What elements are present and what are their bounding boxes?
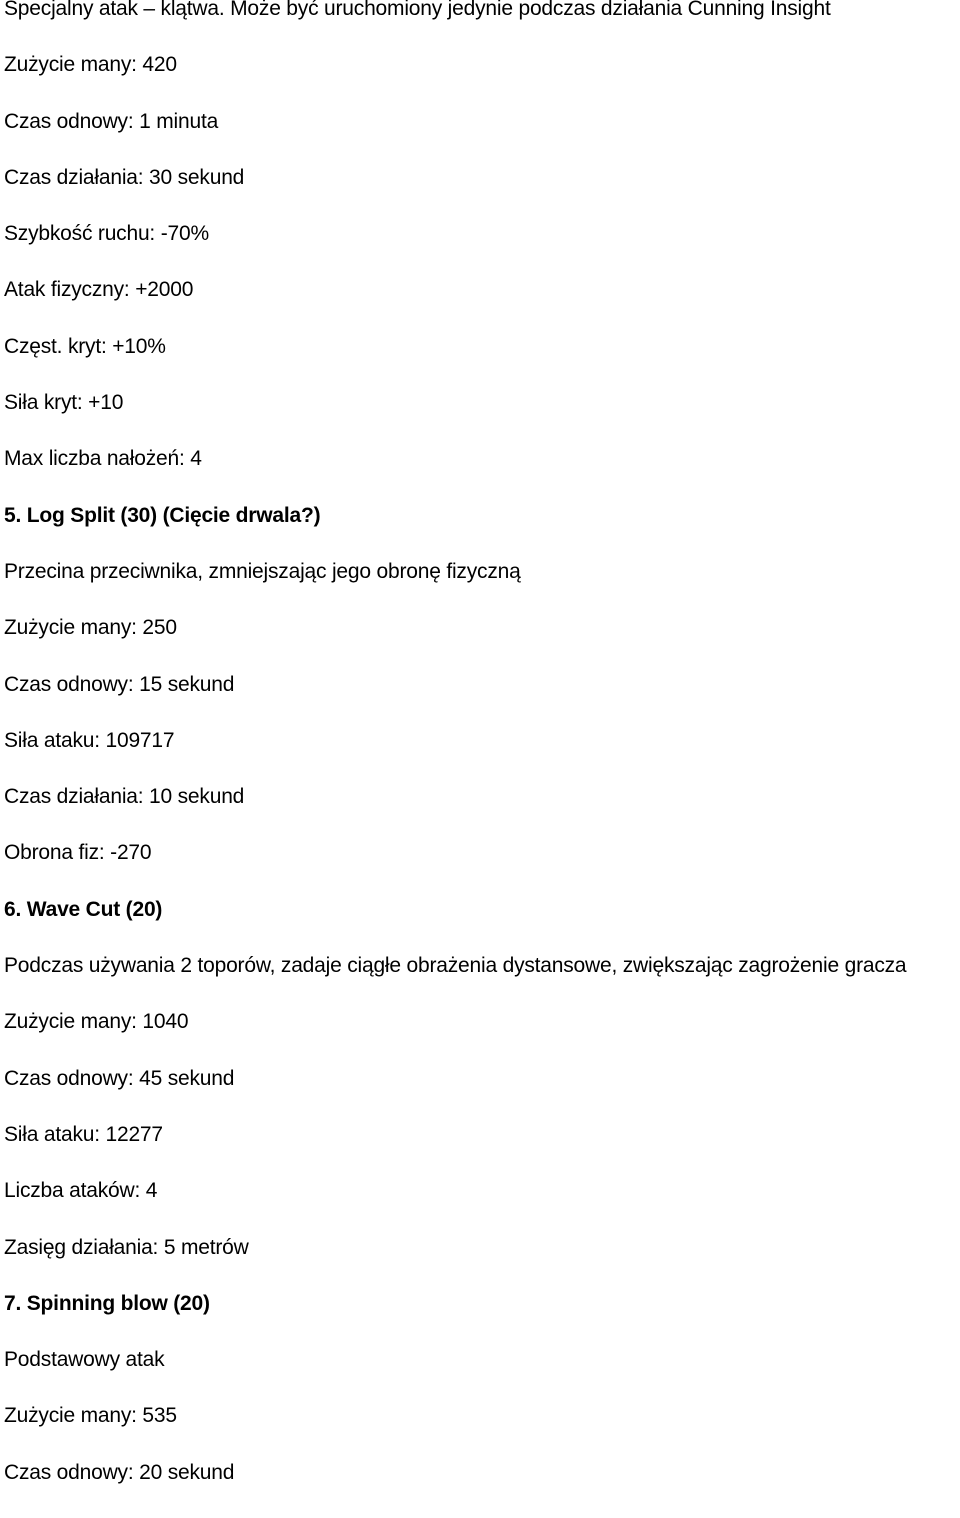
stat-max-stacks: Max liczba nałożeń: 4 bbox=[4, 447, 202, 471]
stat-duration: Czas działania: 10 sekund bbox=[4, 785, 245, 809]
skill-heading-log-split: 5. Log Split (30) (Cięcie drwala?) bbox=[4, 503, 321, 527]
stat-attack-power: Siła ataku: 109717 bbox=[4, 728, 175, 752]
stat-duration: Czas działania: 30 sekund bbox=[4, 165, 245, 189]
skill-description: Specjalny atak – klątwa. Może być uruchomiony jedynie podczas działania Cunning Insight bbox=[4, 0, 831, 20]
stat-range: Zasięg działania: 5 metrów bbox=[4, 1235, 249, 1259]
stat-crit-power: Siła kryt: +10 bbox=[4, 391, 124, 415]
stat-attack-power: Siła ataku: 12277 bbox=[4, 1122, 163, 1146]
stat-mana-cost: Zużycie many: 250 bbox=[4, 616, 177, 640]
stat-attack-count: Liczba ataków: 4 bbox=[4, 1179, 158, 1203]
stat-cooldown: Czas odnowy: 20 sekund bbox=[4, 1460, 235, 1484]
stat-mana-cost: Zużycie many: 420 bbox=[4, 53, 177, 77]
document-body bbox=[4, 0, 960, 1518]
stat-mana-cost: Zużycie many: 1040 bbox=[4, 1010, 189, 1034]
skill-heading-spinning-blow: 7. Spinning blow (20) bbox=[4, 1291, 210, 1315]
stat-cooldown: Czas odnowy: 45 sekund bbox=[4, 1066, 235, 1090]
stat-physical-defense: Obrona fiz: -270 bbox=[4, 841, 152, 865]
stat-cooldown: Czas odnowy: 1 minuta bbox=[4, 109, 219, 133]
stat-movement-speed: Szybkość ruchu: -70% bbox=[4, 222, 209, 246]
skill-heading-wave-cut: 6. Wave Cut (20) bbox=[4, 897, 163, 921]
skill-description: Przecina przeciwnika, zmniejszając jego obronę fizyczną bbox=[4, 559, 521, 583]
stat-physical-attack: Atak fizyczny: +2000 bbox=[4, 278, 194, 302]
skill-description: Podstawowy atak bbox=[4, 1348, 165, 1372]
stat-cooldown: Czas odnowy: 15 sekund bbox=[4, 672, 235, 696]
skill-description: Podczas używania 2 toporów, zadaje ciągłe obrażenia dystansowe, zwiększając zagrożenie gracza bbox=[4, 954, 907, 978]
stat-mana-cost: Zużycie many: 535 bbox=[4, 1404, 177, 1428]
stat-crit-rate: Częst. kryt: +10% bbox=[4, 334, 166, 358]
